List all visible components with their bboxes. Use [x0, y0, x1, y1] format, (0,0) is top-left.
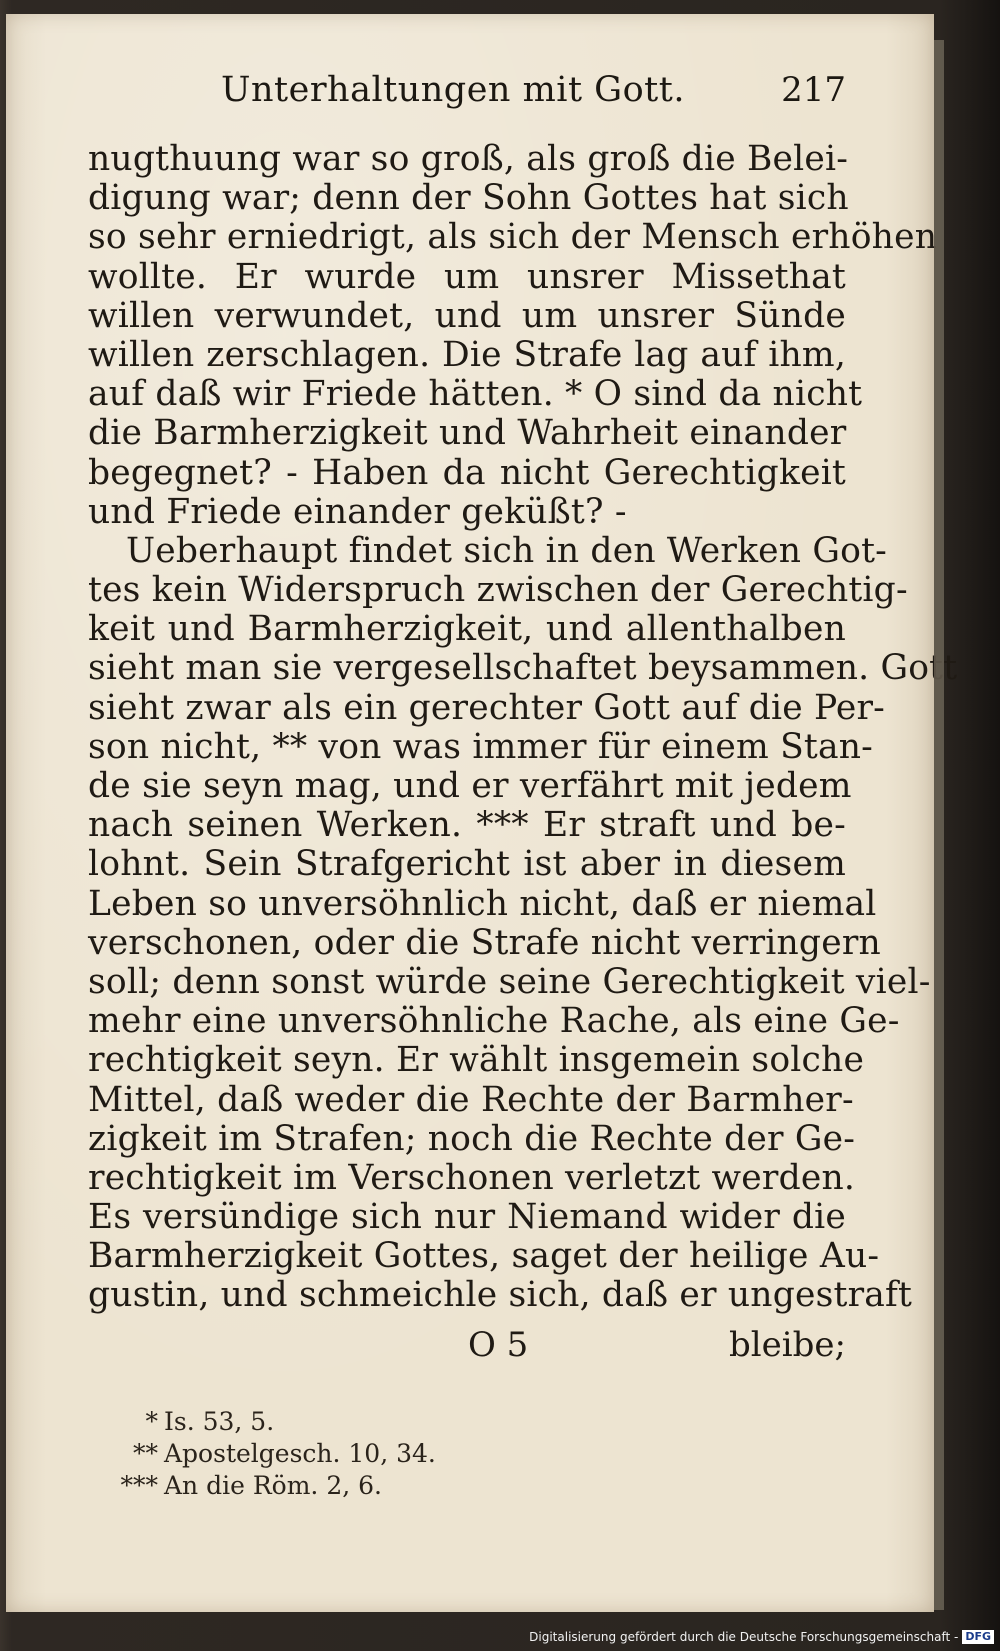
paragraph-start-line: Ueberhaupt findet sich in den Werken Got- [126, 530, 888, 571]
running-head [221, 70, 846, 120]
footnote-text: An die Röm. 2, 6. [164, 1471, 382, 1500]
footnote [114, 1406, 514, 1438]
book-page [6, 14, 958, 1612]
text-line: Es versündige sich nur Niemand wider die [88, 1197, 846, 1238]
text-line: keit und Barmherzigkeit, und allenthalben [88, 609, 846, 650]
text-line: sieht man sie vergesellschaftet beysammen. Gott [88, 648, 958, 689]
body-text [88, 139, 958, 1316]
text-line: lohnt. Sein Strafgericht ist aber in diesem [88, 844, 846, 885]
page-number: 217 [781, 70, 846, 110]
text-line: begegnet? - Haben da nicht Gerechtigkeit [88, 452, 846, 493]
text-line: willen verwundet, und um unsrer Sünde [88, 295, 846, 336]
signature-row [88, 1325, 846, 1369]
text-line: Barmherzigkeit Gottes, saget der heilige Au- [88, 1236, 880, 1277]
text-line: son nicht, ** von was immer für einem Stan- [88, 726, 874, 767]
text-line: Mittel, daß weder die Rechte der Barmher- [88, 1079, 854, 1120]
page-edge-shadow [934, 40, 944, 1610]
text-line: die Barmherzigkeit und Wahrheit einander [88, 413, 847, 454]
text-line: rechtigkeit seyn. Er wählt insgemein solche [88, 1040, 865, 1081]
footnote-mark: * [145, 1407, 158, 1436]
text-line: nach seinen Werken. *** Er straft und be- [88, 805, 846, 846]
digitization-credit [529, 1627, 994, 1647]
text-line: digung war; denn der Sohn Gottes hat sich [88, 178, 849, 219]
text-line: soll; denn sonst würde seine Gerechtigkeit viel- [88, 961, 931, 1002]
running-head-title: Unterhaltungen mit Gott. [221, 70, 685, 110]
dfg-logo: DFG [962, 1630, 994, 1644]
text-line: verschonen, oder die Strafe nicht verringern [88, 922, 881, 963]
credit-text: Digitalisierung gefördert durch die Deutsche Forschungsgemeinschaft - [529, 1630, 959, 1644]
text-line: de sie seyn mag, und er verfährt mit jedem [88, 766, 852, 806]
text-line: tes kein Widerspruch zwischen der Gerechtig- [88, 570, 908, 611]
footnote [114, 1438, 514, 1470]
footnote-text: Is. 53, 5. [164, 1407, 275, 1436]
text-line: zigkeit im Strafen; noch die Rechte der Ge- [88, 1118, 856, 1159]
text-line: sieht zwar als ein gerechter Gott auf die Per- [88, 687, 886, 728]
footnote-mark: ** [133, 1439, 158, 1468]
footnote-text: Apostelgesch. 10, 34. [164, 1439, 436, 1468]
paragraph-end-line: und Friede einander geküßt? - [88, 491, 627, 532]
footnote-mark: *** [120, 1471, 158, 1500]
footnotes [114, 1406, 514, 1502]
text-line: mehr eine unversöhnliche Rache, als eine Ge- [88, 1001, 900, 1042]
text-line: willen zerschlagen. Die Strafe lag auf ihm, [88, 334, 846, 375]
signature-mark: O 5 [468, 1325, 529, 1365]
text-line: so sehr erniedrigt, als sich der Mensch erhöhen [88, 217, 938, 258]
footnote [114, 1470, 514, 1502]
text-line: wollte. Er wurde um unsrer Missethat [88, 256, 846, 297]
catchword: bleibe; [729, 1325, 846, 1365]
text-line: Leben so unversöhnlich nicht, daß er niemal [88, 883, 877, 924]
text-line: rechtigkeit im Verschonen verletzt werden. [88, 1157, 856, 1198]
text-line: gustin, und schmeichle sich, daß er ungestraft [88, 1275, 913, 1316]
text-line: nugthuung war so groß, als groß die Belei- [88, 139, 849, 179]
text-line: auf daß wir Friede hätten. * O sind da nicht [88, 374, 863, 415]
